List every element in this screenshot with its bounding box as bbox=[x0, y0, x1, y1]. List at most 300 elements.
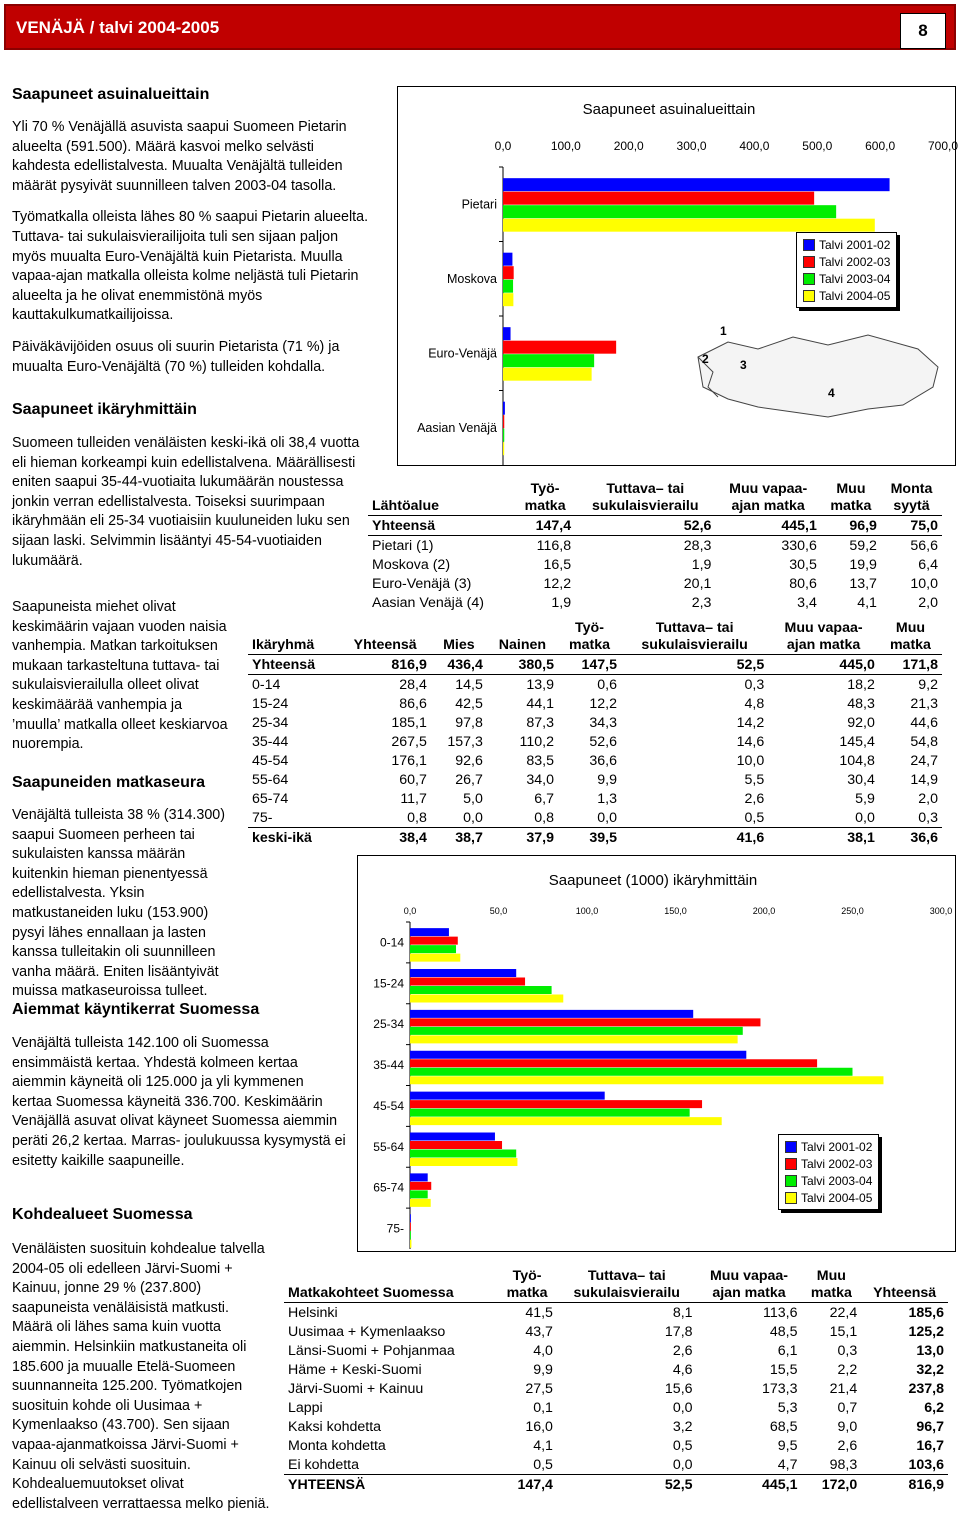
bar bbox=[410, 986, 552, 994]
legend-swatch bbox=[785, 1141, 797, 1153]
table-row bbox=[284, 1455, 948, 1475]
table-row bbox=[284, 1417, 948, 1436]
legend-label: Talvi 2001-02 bbox=[801, 1139, 873, 1154]
column-header bbox=[515, 481, 575, 516]
paragraph: Päiväkävijöiden osuus oli suurin Pietarista (71 %) ja muualta Euro-Venäjältä (70 %) tulleiden kohdalla. bbox=[12, 338, 340, 375]
legend-swatch bbox=[785, 1158, 797, 1170]
table-cell: 147,4 bbox=[515, 516, 575, 536]
chart-title: Saapuneet asuinalueittain bbox=[582, 101, 756, 118]
table-cell: 147,4 bbox=[497, 1475, 557, 1495]
table-cell: 9,0 bbox=[837, 1418, 858, 1435]
table-cell: Monta kohdetta bbox=[288, 1437, 386, 1454]
column-header-line: Matkakohteet Suomessa bbox=[288, 1285, 454, 1301]
column-header bbox=[821, 481, 881, 516]
table-cell: 13,9 bbox=[526, 676, 554, 693]
x-tick-label: 250,0 bbox=[841, 906, 864, 916]
table-cell: 13,7 bbox=[849, 575, 877, 592]
table-cell: 96,9 bbox=[821, 516, 881, 536]
table-cell: 4,1 bbox=[533, 1437, 553, 1454]
paragraph: Työmatkalla olleista lähes 80 % saapui Pietarin alueelta. Tuttava- tai sukulaisvierailijoita tuli sen sijaan paljon myös muualta Euro-Venäjältä kuin Pietarista. Muulla vapaa-ajan matkalla olleista kolme neljästä tuli Pietarin alueelta ja he olivat enemmistönä myös kauttakulkumatkailijoissa. bbox=[12, 209, 369, 324]
table-cell: 0,0 bbox=[463, 809, 483, 826]
table-cell: 6,1 bbox=[777, 1342, 798, 1359]
category-label: 35-44 bbox=[373, 1058, 404, 1073]
column-header bbox=[339, 620, 430, 655]
table-cell: 237,8 bbox=[908, 1380, 944, 1397]
legend-label: Talvi 2003-04 bbox=[819, 271, 891, 286]
column-header bbox=[861, 1268, 948, 1303]
bar bbox=[503, 368, 592, 381]
bar bbox=[410, 937, 458, 945]
age-table bbox=[248, 620, 942, 847]
table-cell: 103,6 bbox=[908, 1456, 944, 1473]
table-cell: 16,5 bbox=[543, 556, 572, 573]
table-cell: 5,5 bbox=[744, 771, 765, 788]
table-cell: 10,0 bbox=[910, 575, 938, 592]
table-cell: 41,5 bbox=[525, 1304, 553, 1321]
bar bbox=[503, 354, 594, 367]
bar bbox=[410, 954, 460, 962]
table-cell: 4,1 bbox=[857, 594, 877, 611]
table-cell: 1,9 bbox=[551, 594, 572, 611]
column-header-line: Yhteensä bbox=[873, 1285, 937, 1301]
bar bbox=[410, 1182, 431, 1190]
x-tick-label: 700,0 bbox=[927, 139, 959, 153]
table-cell: 267,5 bbox=[391, 733, 427, 750]
category-label: 15-24 bbox=[373, 976, 404, 991]
table-cell: 445,1 bbox=[715, 516, 820, 536]
table-row bbox=[284, 1398, 948, 1417]
table-row bbox=[284, 1303, 948, 1323]
table-row bbox=[284, 1379, 948, 1398]
legend-item bbox=[785, 1138, 872, 1155]
table-row bbox=[248, 789, 942, 808]
table-cell: 125,2 bbox=[908, 1323, 944, 1340]
table-row bbox=[248, 694, 942, 713]
column-header-line: Muu vapaa- bbox=[709, 1268, 789, 1284]
category-label: 25-34 bbox=[373, 1017, 404, 1032]
table-cell: 0,3 bbox=[837, 1342, 858, 1359]
bar bbox=[410, 1117, 722, 1125]
bar bbox=[410, 1158, 517, 1166]
table-cell: 97,8 bbox=[455, 714, 483, 731]
table-cell: 0,7 bbox=[837, 1399, 858, 1416]
table-cell: 6,2 bbox=[924, 1399, 944, 1416]
legend-swatch bbox=[803, 256, 815, 268]
category-label: Euro-Venäjä bbox=[428, 346, 497, 361]
table-cell: keski-ikä bbox=[248, 828, 339, 848]
table-cell: 147,5 bbox=[558, 655, 621, 675]
table-cell: 55-64 bbox=[252, 771, 289, 788]
table-cell: Järvi-Suomi + Kainuu bbox=[288, 1380, 424, 1397]
table-cell: 6,7 bbox=[534, 790, 554, 807]
column-header-line: sukulaisvierailu bbox=[573, 1285, 680, 1301]
category-label: 45-54 bbox=[373, 1098, 404, 1113]
table-cell: 15,6 bbox=[664, 1380, 693, 1397]
column-header-line: Muu bbox=[836, 481, 866, 497]
bar bbox=[410, 969, 516, 977]
column-header bbox=[768, 620, 879, 655]
section-heading: Saapuneet ikäryhmittäin bbox=[12, 401, 197, 418]
bar bbox=[410, 928, 449, 936]
table-row bbox=[368, 593, 942, 612]
table-cell: 3,4 bbox=[797, 594, 817, 611]
table-cell: 52,6 bbox=[589, 733, 618, 750]
bar bbox=[503, 192, 814, 205]
column-header-line: Monta bbox=[890, 481, 933, 497]
table-cell: 18,2 bbox=[847, 676, 875, 693]
table-cell: 816,9 bbox=[339, 655, 430, 675]
table-row bbox=[368, 555, 942, 574]
table-cell: 36,6 bbox=[879, 828, 942, 848]
table-cell: Yhteensä bbox=[368, 516, 515, 536]
table-cell: 2,6 bbox=[744, 790, 765, 807]
bar bbox=[410, 1010, 693, 1018]
document-title: VENÄJÄ / talvi 2004-2005 bbox=[16, 18, 220, 37]
column-header-line: sukulaisvierailu bbox=[641, 637, 748, 653]
table-cell: 87,3 bbox=[526, 714, 554, 731]
section-heading: Saapuneet asuinalueittain bbox=[12, 86, 210, 103]
column-header-line: matka bbox=[810, 1285, 852, 1301]
table-cell: 16,7 bbox=[916, 1437, 944, 1454]
column-header-line: Muu vapaa- bbox=[784, 620, 863, 636]
legend-item bbox=[785, 1189, 872, 1206]
section-text bbox=[12, 1034, 347, 1183]
table-cell: 20,1 bbox=[683, 575, 712, 592]
x-tick-label: 0,0 bbox=[403, 906, 417, 916]
category-label: Moskova bbox=[446, 271, 497, 286]
bar bbox=[410, 1092, 605, 1100]
bar bbox=[410, 1059, 817, 1067]
section-text bbox=[12, 806, 227, 1014]
table-row bbox=[248, 808, 942, 828]
table-cell: 15,5 bbox=[769, 1361, 798, 1378]
table-cell: 436,4 bbox=[431, 655, 487, 675]
x-tick-label: 300,0 bbox=[929, 906, 953, 916]
bar bbox=[503, 293, 513, 306]
table-row bbox=[248, 751, 942, 770]
bar bbox=[410, 1190, 428, 1198]
chart-title: Saapuneet (1000) ikäryhmittäin bbox=[548, 872, 758, 889]
table-cell: 54,8 bbox=[910, 733, 938, 750]
table-row bbox=[284, 1341, 948, 1360]
paragraph: Venäjältä tulleista 142.100 oli Suomessa ensimmäistä kertaa. Yhdestä kolmeen kertaa aiemmin käyneitä oli 125.000 ja yli kymmenen kertaa Suomessa käyneitä 336.700. Keskimäärin Venäjällä asuvat olivat käyneet Suomessa aiemmin peräti 26,2 kertaa. Marras- joulukuussa kysymystä ei esitetty kaikille saapuneille. bbox=[12, 1035, 346, 1169]
table-cell: 185,1 bbox=[391, 714, 427, 731]
table-row bbox=[248, 770, 942, 789]
table-cell: 4,0 bbox=[533, 1342, 553, 1359]
section-heading: Saapuneiden matkaseura bbox=[12, 774, 205, 791]
table-cell: 0,5 bbox=[533, 1456, 553, 1473]
bar bbox=[410, 1035, 738, 1043]
legend-label: Talvi 2001-02 bbox=[819, 237, 891, 252]
bar bbox=[503, 178, 890, 191]
bar bbox=[410, 1199, 431, 1207]
table-row bbox=[368, 516, 942, 536]
x-tick-label: 0,0 bbox=[494, 139, 512, 153]
bar bbox=[410, 945, 456, 953]
bar bbox=[503, 402, 505, 415]
table-cell: Helsinki bbox=[288, 1304, 338, 1321]
table-cell: 38,7 bbox=[431, 828, 487, 848]
column-header-line: matka bbox=[524, 498, 566, 514]
table-cell: 0,0 bbox=[855, 809, 875, 826]
table-cell: Kaksi kohdetta bbox=[288, 1418, 382, 1435]
bar bbox=[410, 1231, 411, 1239]
bar bbox=[410, 1141, 502, 1149]
table-row bbox=[248, 675, 942, 695]
chart-legend bbox=[778, 1134, 879, 1210]
section-heading: Kohdealueet Suomessa bbox=[12, 1206, 193, 1223]
table-cell: 59,2 bbox=[849, 537, 877, 554]
bar bbox=[410, 1068, 853, 1076]
column-header-line: Muu bbox=[816, 1268, 846, 1284]
table-cell: 0,0 bbox=[672, 1456, 693, 1473]
bar bbox=[410, 1240, 411, 1248]
age-chart bbox=[357, 855, 956, 1252]
column-header-line: Lähtöalue bbox=[372, 498, 440, 514]
column-header bbox=[879, 620, 942, 655]
table-cell: 75,0 bbox=[881, 516, 942, 536]
legend-item bbox=[803, 287, 890, 304]
table-cell: 445,1 bbox=[697, 1475, 802, 1495]
x-tick-label: 100,0 bbox=[575, 906, 599, 916]
map-region-label: 4 bbox=[828, 386, 835, 400]
table-cell: Moskova (2) bbox=[372, 556, 451, 573]
paragraph: Suomeen tulleiden venäläisten keski-ikä oli 38,4 vuotta eli hieman korkeampi kuin edellistalvena. Määrällisesti eniten saapui 35-44-vuotiaita lukumäärän noustessa jonkin verran edellistalvesta. Toiseksi suurimpaan ikäryhmään eli 25-34 vuotiaisiin kuuluneiden luku sen sijaan laski. Selvimmin lisääntyi 45-54-vuotiaiden lukumäärä. bbox=[12, 435, 360, 569]
table-cell: 42,5 bbox=[455, 695, 483, 712]
table-cell: 19,9 bbox=[849, 556, 877, 573]
legend-swatch bbox=[785, 1175, 797, 1187]
table-cell: Euro-Venäjä (3) bbox=[372, 575, 472, 592]
table-cell: 9,9 bbox=[533, 1361, 553, 1378]
column-header-line: Työ- bbox=[575, 620, 604, 636]
legend-label: Talvi 2002-03 bbox=[819, 254, 891, 269]
table-cell: 68,5 bbox=[769, 1418, 798, 1435]
bar bbox=[410, 1214, 411, 1222]
table-cell: 35-44 bbox=[252, 733, 289, 750]
table-cell: 83,5 bbox=[526, 752, 554, 769]
bar bbox=[410, 1027, 743, 1035]
table-cell: 0,5 bbox=[672, 1437, 693, 1454]
table-cell: 22,4 bbox=[829, 1304, 858, 1321]
table-cell: 157,3 bbox=[447, 733, 483, 750]
table-cell: 0,3 bbox=[744, 676, 765, 693]
table-cell: 2,2 bbox=[837, 1361, 858, 1378]
table-cell: 14,2 bbox=[736, 714, 765, 731]
table-cell: 24,7 bbox=[910, 752, 938, 769]
region-table bbox=[368, 481, 942, 612]
bar bbox=[503, 205, 836, 218]
table-cell: 9,9 bbox=[597, 771, 618, 788]
x-tick-label: 500,0 bbox=[802, 139, 833, 153]
bar bbox=[410, 1076, 883, 1084]
bar bbox=[503, 442, 504, 455]
bar bbox=[410, 1133, 495, 1141]
table-row bbox=[248, 732, 942, 751]
table-cell: 34,0 bbox=[526, 771, 554, 788]
table-cell: 1,9 bbox=[691, 556, 712, 573]
column-header-line: sukulaisvierailu bbox=[592, 498, 699, 514]
legend-item bbox=[803, 270, 890, 287]
column-header bbox=[697, 1268, 802, 1303]
bar bbox=[410, 978, 525, 986]
section-text bbox=[12, 598, 232, 767]
table-cell: YHTEENSÄ bbox=[284, 1475, 497, 1495]
bar bbox=[503, 341, 616, 354]
column-header bbox=[368, 481, 515, 516]
bar bbox=[410, 1051, 746, 1059]
table-cell: 0,5 bbox=[744, 809, 765, 826]
table-cell: 330,6 bbox=[781, 537, 817, 554]
table-cell: 96,7 bbox=[916, 1418, 944, 1435]
table-cell: 13,0 bbox=[916, 1342, 944, 1359]
table-cell: 92,0 bbox=[847, 714, 875, 731]
column-header-line: Nainen bbox=[498, 637, 547, 653]
table-row bbox=[248, 655, 942, 675]
bar bbox=[503, 266, 514, 279]
column-header-line: ajan matka bbox=[731, 498, 805, 514]
column-header-line: matka bbox=[889, 637, 931, 653]
column-header bbox=[284, 1268, 497, 1303]
table-cell: 56,6 bbox=[910, 537, 938, 554]
table-cell: 15,1 bbox=[829, 1323, 858, 1340]
x-tick-label: 600,0 bbox=[865, 139, 896, 153]
table-cell: 5,3 bbox=[777, 1399, 798, 1416]
table-cell: 80,6 bbox=[789, 575, 817, 592]
x-tick-label: 300,0 bbox=[676, 139, 707, 153]
table-cell: Ei kohdetta bbox=[288, 1456, 359, 1473]
table-row bbox=[284, 1322, 948, 1341]
table-cell: 43,7 bbox=[525, 1323, 553, 1340]
table-cell: 116,8 bbox=[536, 537, 572, 554]
table-cell: 0,6 bbox=[597, 676, 618, 693]
paragraph: Saapuneista miehet olivat keskimäärin vajaan vuoden naisia vanhempia. Matkan tarkoituksen mukaan tarkasteltuna tuttava- tai sukulaisvierailulla olleet olivat keskimäärää vanhempia ja ’muulla’ matkalla olleet keskiarvoa nuorempia. bbox=[12, 599, 228, 753]
category-label: 75- bbox=[386, 1221, 404, 1236]
legend-label: Talvi 2003-04 bbox=[801, 1173, 873, 1188]
section-text bbox=[12, 118, 372, 389]
table-cell: 65-74 bbox=[252, 790, 289, 807]
table-cell: 9,5 bbox=[777, 1437, 798, 1454]
table-cell: 0,0 bbox=[597, 809, 618, 826]
section-text bbox=[12, 434, 372, 583]
table-cell: 5,9 bbox=[855, 790, 875, 807]
table-cell: 113,6 bbox=[763, 1304, 798, 1321]
table-row bbox=[248, 713, 942, 732]
table-cell: 26,7 bbox=[455, 771, 483, 788]
bar bbox=[410, 1223, 411, 1231]
table-cell: 38,1 bbox=[768, 828, 879, 848]
legend-swatch bbox=[785, 1192, 797, 1204]
table-cell: 92,6 bbox=[455, 752, 483, 769]
category-label: Aasian Venäjä bbox=[417, 420, 497, 435]
table-cell: 36,6 bbox=[589, 752, 618, 769]
column-header-line: Tuttava– tai bbox=[655, 620, 734, 636]
column-header-line: syytä bbox=[893, 498, 930, 514]
paragraph: Venäjältä tulleista 38 % (314.300) saapui Suomeen perheen tai sukulaisten kanssa määrän kuitenkin hieman pienentyessä edellistalvesta. Yksin matkustaneiden luku (153.900) pysyi lähes ennallaan ja lasten kanssa tulleitakin oli suunnilleen vanha määrä. Eniten lisääntyivät muissa matkaseuroissa tulleet. bbox=[12, 807, 226, 1000]
table-cell: 8,1 bbox=[672, 1304, 693, 1321]
column-header bbox=[801, 1268, 861, 1303]
map-region-label: 3 bbox=[740, 358, 747, 372]
column-header-line: Yhteensä bbox=[353, 637, 417, 653]
page-number: 8 bbox=[900, 13, 946, 49]
column-header-line: ajan matka bbox=[786, 637, 861, 653]
table-cell: Lappi bbox=[288, 1399, 323, 1416]
table-cell: 2,0 bbox=[918, 594, 938, 611]
table-cell: 10,0 bbox=[736, 752, 765, 769]
table-cell: 25-34 bbox=[252, 714, 289, 731]
paragraph: Yli 70 % Venäjällä asuvista saapui Suomeen Pietarin alueelta (591.500). Määrä kasvoi melko selvästi kahdesta edellistalvesta. Muualta Venäjältä tulleiden määrät pysyivät suunnilleen talven 2003-04 tasolla. bbox=[12, 119, 347, 194]
column-header bbox=[575, 481, 715, 516]
table-cell: 0,0 bbox=[672, 1399, 693, 1416]
table-cell: Uusimaa + Kymenlaakso bbox=[288, 1323, 446, 1340]
bar bbox=[410, 1109, 690, 1117]
column-header-line: ajan matka bbox=[712, 1285, 786, 1301]
table-cell: 39,5 bbox=[558, 828, 621, 848]
table-cell: 6,4 bbox=[918, 556, 938, 573]
column-header-line: matka bbox=[830, 498, 872, 514]
bar bbox=[503, 253, 512, 266]
table-cell: 44,6 bbox=[910, 714, 938, 731]
table-cell: 14,9 bbox=[910, 771, 938, 788]
bar bbox=[503, 219, 875, 232]
table-row bbox=[368, 574, 942, 593]
table-cell: 2,6 bbox=[672, 1342, 693, 1359]
legend-item bbox=[785, 1155, 872, 1172]
legend-swatch bbox=[803, 273, 815, 285]
table-cell: 52,5 bbox=[557, 1475, 697, 1495]
table-cell: 30,5 bbox=[789, 556, 817, 573]
table-cell: 48,5 bbox=[769, 1323, 798, 1340]
table-cell: 145,4 bbox=[839, 733, 875, 750]
legend-swatch bbox=[803, 239, 815, 251]
table-cell: 173,3 bbox=[761, 1380, 798, 1397]
column-header-line: Työ- bbox=[512, 1268, 542, 1284]
legend-label: Talvi 2004-05 bbox=[819, 288, 891, 303]
table-cell: 0-14 bbox=[252, 676, 281, 693]
table-cell: 5,0 bbox=[463, 790, 483, 807]
column-header-line: Muu vapaa- bbox=[729, 481, 808, 497]
column-header-line: Tuttava– tai bbox=[606, 481, 685, 497]
category-label: Pietari bbox=[461, 197, 497, 212]
column-header-line: Muu bbox=[895, 620, 926, 636]
table-cell: 12,2 bbox=[589, 695, 618, 712]
x-tick-label: 100,0 bbox=[550, 139, 581, 153]
section-text bbox=[12, 1240, 270, 1526]
table-cell: 21,3 bbox=[910, 695, 938, 712]
table-cell: 27,5 bbox=[525, 1380, 553, 1397]
table-cell: 17,8 bbox=[664, 1323, 693, 1340]
region-chart bbox=[397, 86, 959, 466]
table-cell: Länsi-Suomi + Pohjanmaa bbox=[288, 1342, 455, 1359]
paragraph: Venäläisten suosituin kohdealue talvella 2004-05 oli edelleen Järvi-Suomi + Kainuu, jonne 29 % (237.800) saapuneista venäläisistä matkusti. Määrä oli lähes sama kuin vuotta aiemmin. Helsinkiin matkustaneita oli 185.600 ja muualle Etelä-Suomeen suunnanneita 125.200. Työmatkojen suosituin kohde oli Uusimaa + Kymenlaakso (43.700). Sen sijaan vapaa-ajanmatkoissa Järvi-Suomi + Kainuu oli selvästi suosituin. Kohdealuemuutokset olivat edellistalveen verrattaessa melko pieniä. bbox=[12, 1241, 270, 1512]
table-cell: 445,0 bbox=[768, 655, 879, 675]
table-cell: 0,1 bbox=[533, 1399, 553, 1416]
table-cell: 3,2 bbox=[672, 1418, 693, 1435]
table-cell: 37,9 bbox=[487, 828, 558, 848]
table-cell: 86,6 bbox=[399, 695, 427, 712]
table-cell: 28,4 bbox=[399, 676, 427, 693]
bar bbox=[503, 280, 513, 293]
page-header bbox=[4, 4, 956, 50]
table-row bbox=[248, 828, 942, 848]
table-cell: 110,2 bbox=[519, 733, 554, 750]
table-cell: 41,6 bbox=[621, 828, 768, 848]
x-tick-label: 400,0 bbox=[739, 139, 770, 153]
table-cell: 32,2 bbox=[916, 1361, 944, 1378]
table-cell: 2,6 bbox=[837, 1437, 858, 1454]
table-cell: 38,4 bbox=[339, 828, 430, 848]
table-cell: 16,0 bbox=[525, 1418, 553, 1435]
column-header bbox=[557, 1268, 697, 1303]
